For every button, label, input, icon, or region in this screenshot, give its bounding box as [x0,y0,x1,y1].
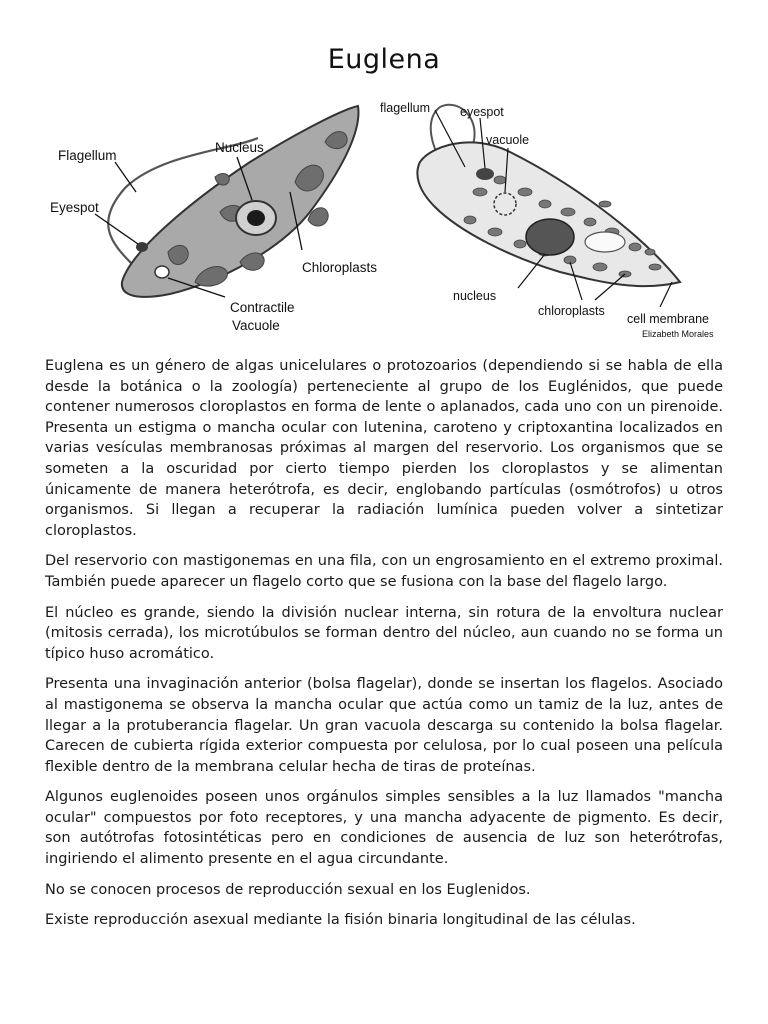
image-credit: Elizabeth Morales [642,329,714,339]
left-nucleolus [247,210,265,226]
article-body [45,356,723,941]
left-chloroplast [168,245,188,264]
right-chloroplast [584,218,596,226]
label-nucleus-right: nucleus [453,289,497,303]
right-nucleus [526,219,574,255]
label-eyespot-right: eyespot [460,105,504,119]
right-chloroplast [645,249,655,255]
label-eyespot: Eyespot [50,200,99,215]
right-paramylon [585,232,625,252]
label-vacuole: Vacuole [232,318,280,333]
label-flagellum: Flagellum [58,148,117,163]
label-nucleus: Nucleus [215,140,264,155]
left-euglena-drawing [50,106,377,333]
paragraph: Presenta una invaginación anterior (bolsa flagelar), donde se insertan los flagelos. Asociado al mastigonema se observa la mancha ocular que actúa como un tamiz de la luz, antes de llegar a la protuberancia flagelar. Un gran vacuola descarga su contenido la bolsa flagelar. Carecen de cubierta rígida exterior compuesta por celulosa, por lo cual poseen una película flexible dentro de la membrana celular hecha de tiras de proteínas. [45,676,723,775]
right-chloroplast [494,176,506,184]
label-chloroplasts: Chloroplasts [302,260,378,275]
right-chloroplast [464,216,476,224]
right-cell-body [417,142,680,286]
paragraph: El núcleo es grande, siendo la división nuclear interna, sin rotura de la envoltura nuclear (mitosis cerrada), los microtúbulos se forman dentro del núcleo, aun cuando no se forma un típico huso acromático. [45,604,723,662]
paragraph: Del reservorio con mastigonemas en una fila, con un engrosamiento en el extremo proximal. También puede aparecer un flagelo corto que se fusiona con la base del flagelo largo. [45,553,723,590]
right-chloroplast [599,201,611,207]
left-contractile-vacuole [155,266,169,278]
label-vacuole-right: vacuole [486,133,530,147]
right-chloroplast [649,264,661,270]
right-chloroplast [593,263,607,271]
label-flagellum-right: flagellum [380,101,431,115]
right-chloroplast [518,188,532,196]
right-euglena-drawing [380,101,714,339]
paragraph: No se conocen procesos de reproducción sexual en los Euglenidos. [45,881,531,898]
euglena-diagram [40,92,730,346]
label-cell-membrane: cell membrane [627,312,709,326]
right-chloroplast [539,200,551,208]
paragraph: Algunos euglenoides poseen unos orgánulos simples sensibles a la luz llamados "mancha ocular" compuestos por foto receptores, y una mancha adyacente de pigmento. Es decir, son autótrofas fotosintéticas pero en condiciones de ausencia de luz son heterótrofas, ingiriendo el alimento presente en el agua circundante. [45,789,723,868]
left-chloroplast [215,174,229,186]
right-chloroplast [473,188,487,196]
label-contractile: Contractile [230,300,295,315]
label-chloroplasts-right: chloroplasts [538,304,605,318]
paragraph: Existe reproducción asexual mediante la fisión binaria longitudinal de las células. [45,912,636,929]
right-chloroplast [629,243,641,251]
right-chloroplast [561,208,575,216]
right-chloroplast [514,240,526,248]
paragraph: Euglena es un género de algas unicelulares o protozoarios (dependiendo si se habla de ella desde la botánica o la zoología) perteneciente al grupo de los Euglénidos, que puede contener numerosos cloroplastos en forma de lente o aplanados, cada uno con un pirenoide. Presenta un estigma o mancha ocular con lutenina, caroteno y criptoxantina localizados en varias vesículas membranosas próximas al margen del reservorio. Los organismos que se someten a la oscuridad por cierto tiempo pierden los cloroplastos y se alimentan únicamente de manera heterótrofa, es decir, englobando partículas (osmótrofos) u otros organismos. Si llegan a recuperar la radiación lumínica pueden volver a sintetizar cloroplastos. [45,358,723,539]
page-title: Euglena [327,44,441,75]
right-eyespot [476,168,494,180]
right-chloroplast [488,228,502,236]
